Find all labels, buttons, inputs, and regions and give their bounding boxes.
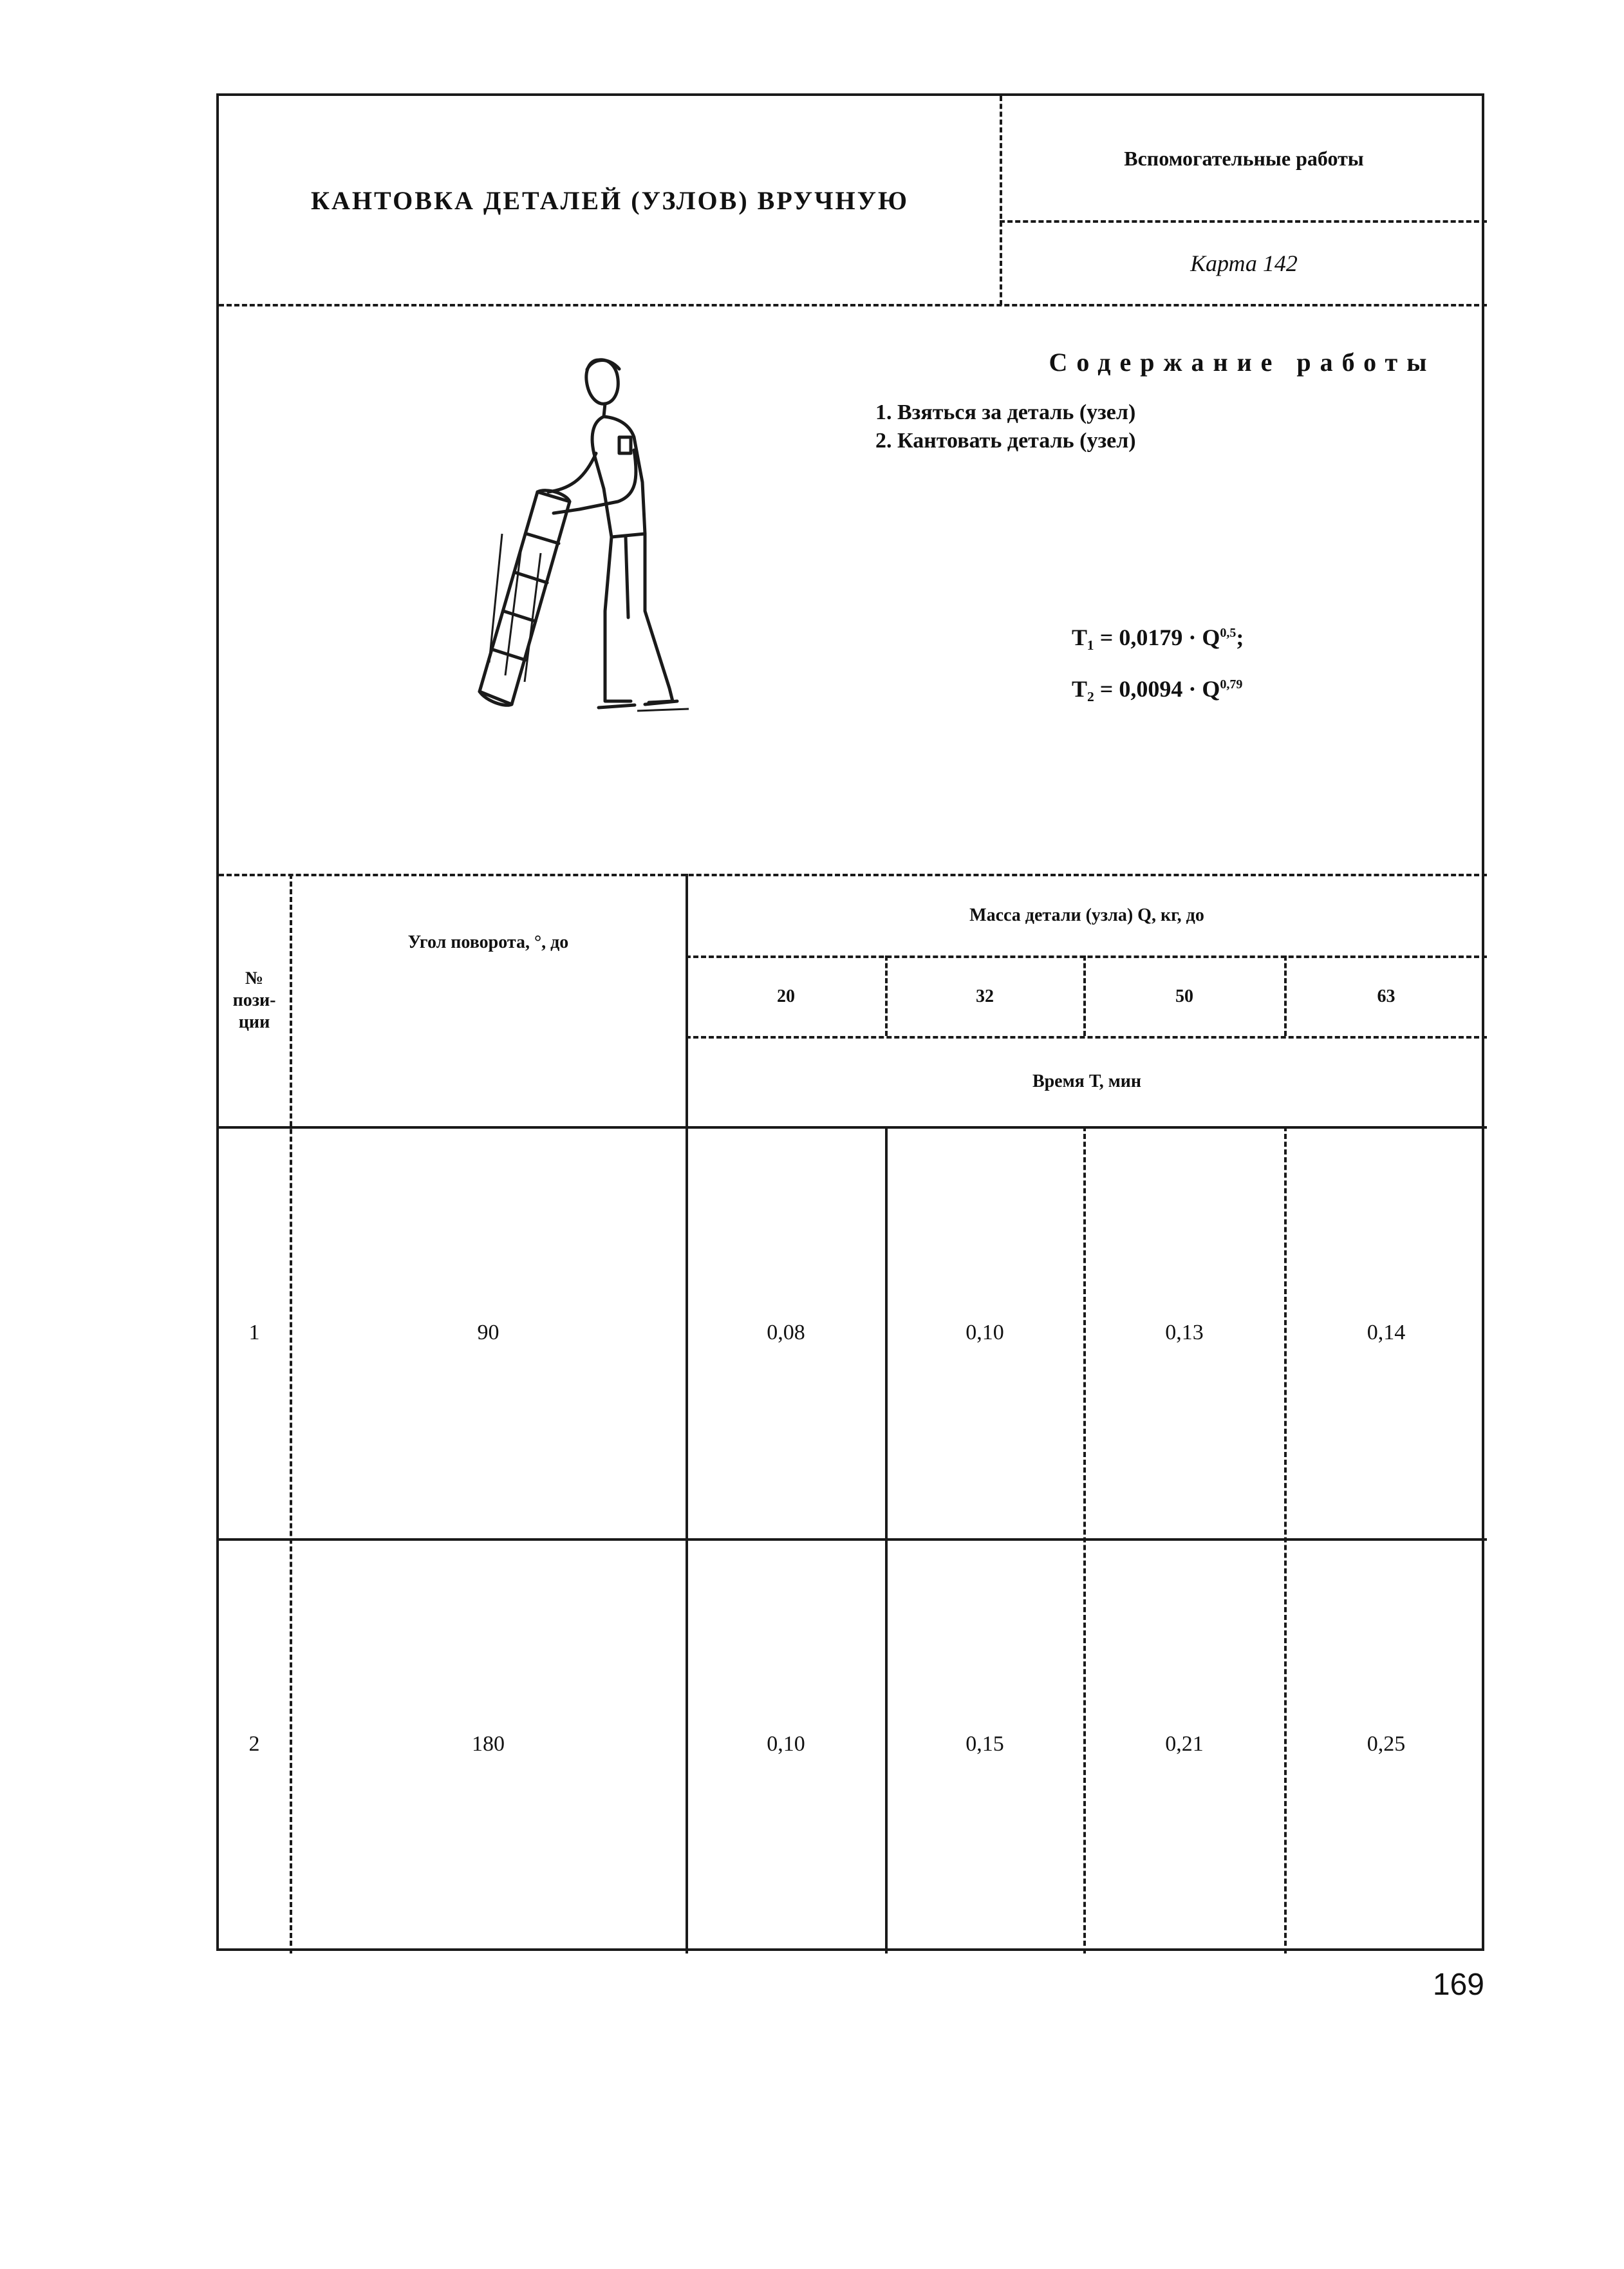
page-number: 169 [1432, 1968, 1484, 2002]
card-number: Карта 142 [1190, 250, 1298, 276]
col-header-time: Время Т, мин [1032, 1071, 1142, 1091]
card-title: КАНТОВКА ДЕТАЛЕЙ (УЗЛОВ) ВРУЧНУЮ [311, 186, 909, 215]
table-cell-time: 0,25 [1367, 1732, 1406, 1756]
col-header-mass: Масса детали (узла) Q, кг, до [969, 905, 1204, 925]
formula-t2: T₂ = 0,0094 · Q$^{0,79}$ [1072, 676, 1243, 702]
mass-value-header: 32 [976, 986, 994, 1006]
table-cell-time: 0,10 [966, 1321, 1004, 1344]
norm-card [216, 93, 1484, 1951]
work-content-heading: Содержание работы [1049, 348, 1436, 377]
table-cell-time: 0,14 [1367, 1321, 1406, 1344]
table-cell-time: 0,08 [767, 1321, 805, 1344]
work-steps [875, 399, 1136, 455]
table-cell-time: 0,15 [966, 1732, 1004, 1756]
mass-value-header: 50 [1175, 986, 1193, 1006]
table-cell-time: 0,21 [1165, 1732, 1204, 1756]
work-step: 2. Кантовать деталь (узел) [875, 429, 1136, 453]
work-step: 1. Взяться за деталь (узел) [875, 400, 1136, 424]
table-cell-time: 0,10 [767, 1732, 805, 1756]
worker-illustration [476, 341, 734, 727]
col-header-position: № пози- ции [232, 968, 276, 1032]
table-cell-position: 1 [248, 1321, 260, 1344]
table-cell-time: 0,13 [1165, 1321, 1204, 1344]
formula-t1: T₁ = 0,0179 · Q$^{0,5}$; [1072, 625, 1244, 650]
header-divider [219, 304, 1487, 306]
mass-value-header: 63 [1377, 986, 1395, 1006]
table-cell-angle: 90 [477, 1321, 499, 1344]
header-divider [1000, 220, 1487, 223]
table-cell-position: 2 [248, 1732, 260, 1756]
table-cell-angle: 180 [472, 1732, 505, 1756]
col-header-angle: Угол поворота, °, до [407, 932, 569, 952]
header-divider [1000, 96, 1002, 305]
work-category: Вспомогательные работы [1124, 147, 1364, 170]
mass-value-header: 20 [777, 986, 795, 1006]
